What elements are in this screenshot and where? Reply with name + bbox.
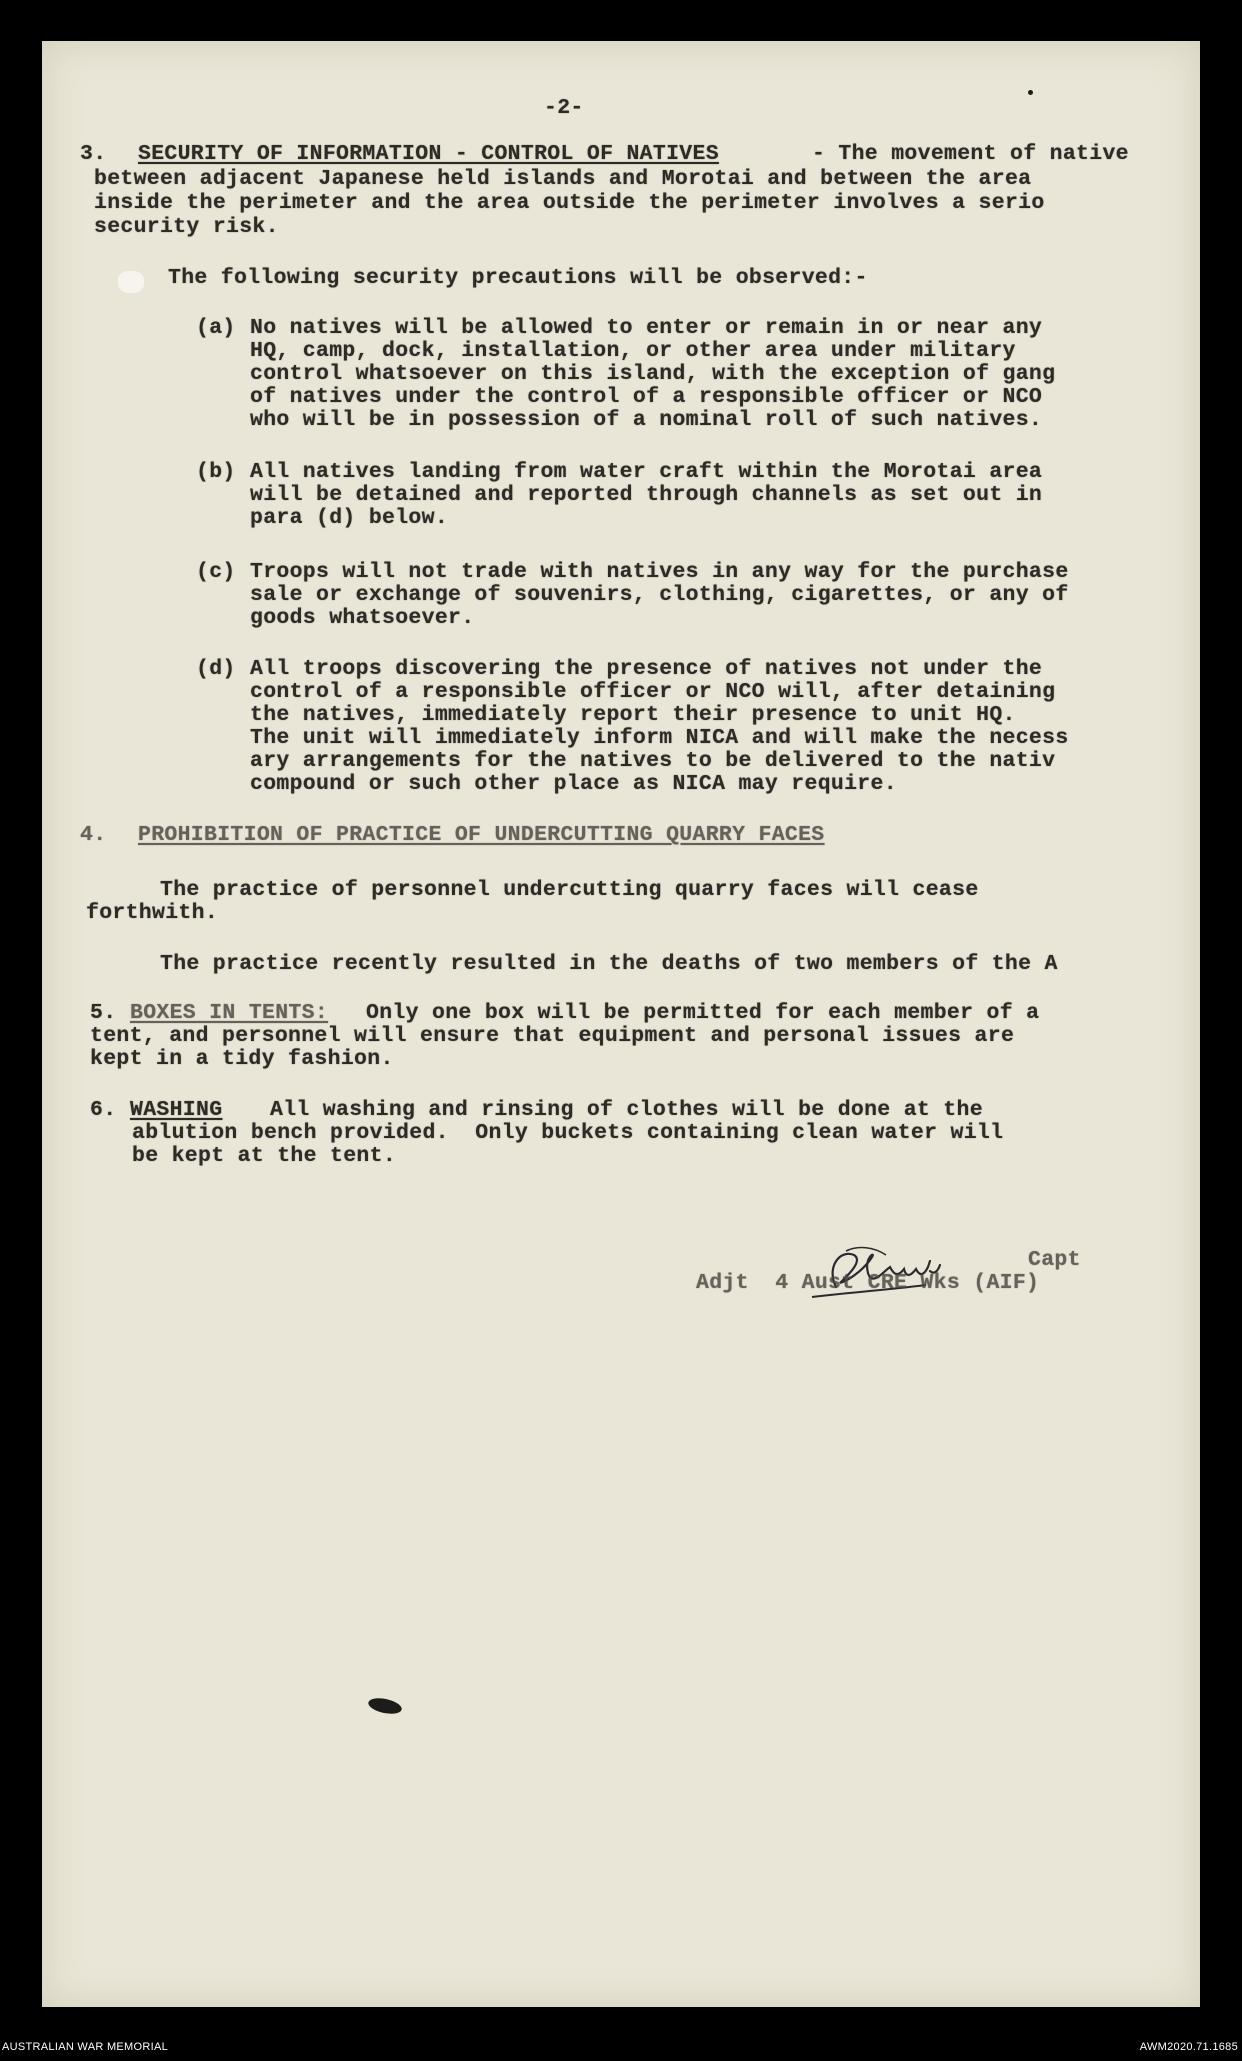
- paper-tear-mark: [118, 271, 144, 293]
- section-3-number: 3.: [80, 142, 107, 166]
- section-4-number: 4.: [80, 823, 107, 847]
- item-d-line: All troops discovering the presence of natives not under the: [250, 657, 1043, 681]
- section-6-number: 6.: [90, 1098, 117, 1122]
- precautions-lead: The following security precautions will be observed:-: [168, 266, 868, 290]
- item-d-line: ary arrangements for the natives to be delivered to the nativ: [250, 749, 1056, 773]
- section-3-heading: SECURITY OF INFORMATION - CONTROL OF NATIVES: [138, 142, 719, 166]
- section-6-line: be kept at the tent.: [132, 1144, 397, 1168]
- page-number: -2-: [544, 96, 584, 120]
- ink-dot: [1028, 90, 1033, 95]
- section-3-intro-line: security risk.: [94, 215, 279, 239]
- item-c-line: Troops will not trade with natives in any way for the purchase: [250, 560, 1069, 584]
- section-6-line: All washing and rinsing of clothes will be done at the: [270, 1098, 983, 1122]
- document-page: [42, 41, 1200, 2007]
- item-a-line: HQ, camp, dock, installation, or other area under military: [250, 339, 1016, 363]
- archive-reference: AWM2020.71.1685: [1139, 2041, 1238, 2053]
- item-b-label: (b): [196, 460, 236, 484]
- section-4-para-line: forthwith.: [86, 901, 219, 925]
- item-b-line: para (d) below.: [250, 506, 449, 530]
- section-5-number: 5.: [90, 1001, 117, 1025]
- section-4-heading: PROHIBITION OF PRACTICE OF UNDERCUTTING QUARRY FACES: [138, 823, 825, 847]
- item-a-line: No natives will be allowed to enter or remain in or near any: [250, 316, 1043, 340]
- signature-rank: Capt: [1028, 1248, 1081, 1272]
- item-c-line: goods whatsoever.: [250, 606, 475, 630]
- section-5-heading: BOXES IN TENTS:: [130, 1001, 329, 1025]
- section-3-intro-line: between adjacent Japanese held islands and Morotai and between the area: [94, 167, 1032, 191]
- section-6-heading: WASHING: [130, 1098, 223, 1122]
- item-c-line: sale or exchange of souvenirs, clothing, cigarettes, or any of: [250, 583, 1069, 607]
- handwritten-signature: [806, 1227, 1006, 1307]
- item-d-line: the natives, immediately report their presence to unit HQ.: [250, 703, 1016, 727]
- item-d-line: The unit will immediately inform NICA and will make the necess: [250, 726, 1069, 750]
- item-d-line: compound or such other place as NICA may require.: [250, 772, 897, 796]
- section-4-para2: The practice recently resulted in the deaths of two members of the A: [160, 952, 1058, 976]
- item-d-label: (d): [196, 657, 236, 681]
- ink-blot: [367, 1696, 403, 1717]
- item-c-label: (c): [196, 560, 236, 584]
- item-a-line: of natives under the control of a responsible officer or NCO: [250, 385, 1043, 409]
- section-5-line: kept in a tidy fashion.: [90, 1047, 394, 1071]
- signature-appointment: Adjt 4 Aust CRE Wks (AIF): [696, 1271, 1040, 1295]
- item-a-label: (a): [196, 316, 236, 340]
- item-a-line: control whatsoever on this island, with the exception of gang: [250, 362, 1056, 386]
- item-b-line: will be detained and reported through channels as set out in: [250, 483, 1043, 507]
- item-a-line: who will be in possession of a nominal roll of such natives.: [250, 408, 1043, 432]
- item-b-line: All natives landing from water craft within the Morotai area: [250, 460, 1043, 484]
- section-6-line: ablution bench provided. Only buckets containing clean water will: [132, 1121, 1004, 1145]
- section-5-line: Only one box will be permitted for each member of a: [366, 1001, 1040, 1025]
- section-4-para-line: The practice of personnel undercutting quarry faces will cease: [160, 878, 979, 902]
- section-3-intro-line: inside the perimeter and the area outside the perimeter involves a serio: [94, 191, 1045, 215]
- section-3-intro-first: - The movement of native: [812, 142, 1129, 166]
- archive-credit: AUSTRALIAN WAR MEMORIAL: [2, 2041, 169, 2053]
- section-5-line: tent, and personnel will ensure that equipment and personal issues are: [90, 1024, 1015, 1048]
- item-d-line: control of a responsible officer or NCO will, after detaining: [250, 680, 1056, 704]
